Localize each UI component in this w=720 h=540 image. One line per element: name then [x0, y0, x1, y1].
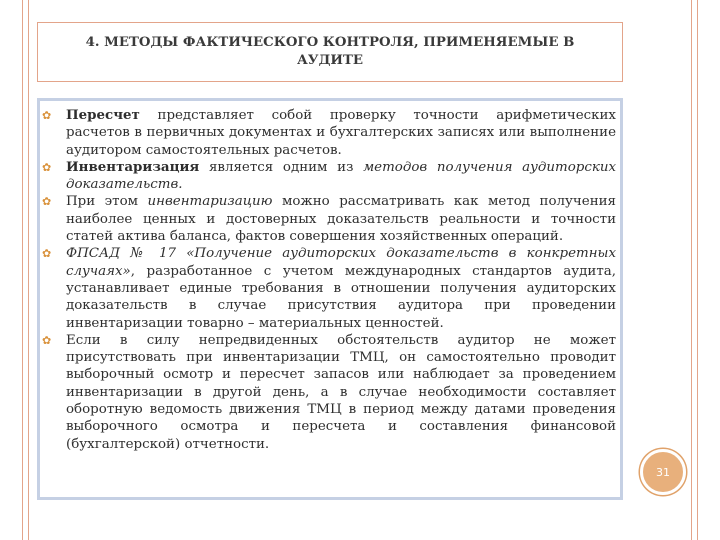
item-body: можно рассматривать как метод получения наиболее ценных и достоверных доказательств реальности и точности статей актива баланса, фактов совершения хозяйственных операций.	[66, 194, 616, 245]
ribbon-bullet-icon: ✿	[42, 109, 52, 122]
list-item-text	[66, 245, 616, 331]
list-item-text	[66, 107, 616, 159]
item-italic: инвентаризацию	[147, 194, 273, 210]
right-border-line-inner	[691, 0, 692, 540]
list-item	[42, 158, 616, 194]
ribbon-bullet-icon: ✿	[42, 247, 52, 261]
item-italic: ФПСАД № 17 «Получение аудиторских доказательств в конкретных случаях»	[66, 246, 616, 279]
item-italic: методов получения аудиторских доказательств.	[66, 159, 616, 193]
left-border-line-outer	[22, 0, 23, 540]
ribbon-bullet-icon: ✿	[42, 333, 52, 347]
list-item	[42, 332, 616, 453]
list-item-text	[66, 332, 616, 453]
item-body: Если в силу непредвиденных обстоятельств аудитор не может присутствовать при инвентаризации ТМЦ, он самостоятельно проводит выборочный осмотр и пересчет запасов или наблюдает за проведением инвентаризации в другой день, а в случае необходимости составляет оборотную ведомость движения ТМЦ в период между датами проведения выборочного осмотра и пересчета и составления финансовой (бухгалтерской) отчетности.	[66, 332, 616, 452]
item-body: является одним из	[199, 159, 364, 175]
slide-title: 4. МЕТОДЫ ФАКТИЧЕСКОГО КОНТРОЛЯ, ПРИМЕНЯЕМЫЕ В АУДИТЕ	[85, 35, 575, 68]
item-body: При этом	[66, 194, 148, 210]
left-border-line-inner	[28, 0, 29, 540]
list-item	[42, 193, 616, 245]
list-item-text	[66, 193, 616, 245]
content-box	[37, 98, 623, 500]
list-item-text	[66, 159, 616, 194]
bullet-list	[42, 107, 616, 453]
item-body: представляет собой проверку точности арифметических расчетов в первичных документах и бухгалтерских записях или выполнение аудитором самостоятельных расчетов.	[66, 108, 616, 158]
ribbon-bullet-icon: ✿	[42, 195, 52, 209]
slide-title-box	[37, 22, 623, 82]
ribbon-bullet-icon: ✿	[42, 160, 52, 174]
list-item	[42, 245, 616, 331]
page-number: 31	[656, 465, 670, 479]
term-bold: Инвентаризация	[66, 158, 200, 175]
term-bold: Пересчет	[66, 107, 140, 123]
item-body: , разработанное с учетом международных стандартов аудита, устанавливает единые требования в отношении получения аудиторских доказательств в случае присутствия аудитора при проведении инвентаризации товарно – материальных ценностей.	[66, 263, 616, 331]
right-border-line-outer	[697, 0, 698, 540]
page-number-badge	[640, 449, 686, 495]
list-item	[42, 107, 616, 159]
